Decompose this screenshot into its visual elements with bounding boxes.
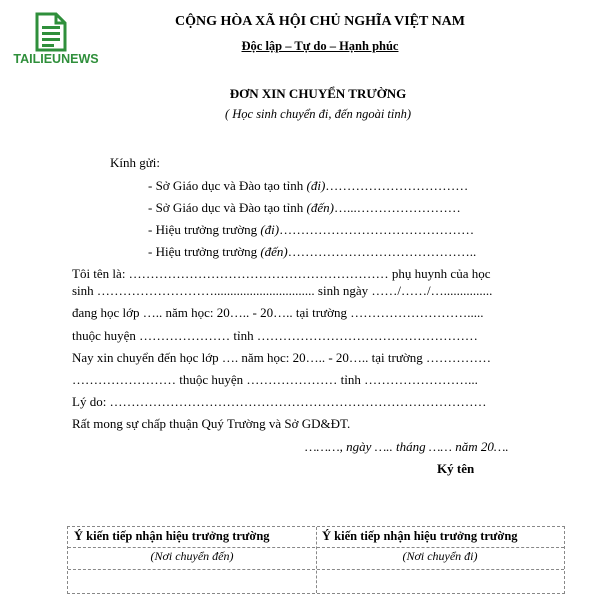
recipient-line — [148, 222, 474, 238]
recipient-dots: …...…………………… — [333, 200, 461, 215]
table-row-divider — [68, 569, 564, 570]
motto-text: Độc lập – Tự do – Hạnh phúc — [241, 39, 399, 53]
recipient-note: (đến) — [306, 200, 334, 215]
table-sub-destination: (Nơi chuyển đến) — [150, 549, 234, 563]
signature-label: Ký tên — [437, 461, 475, 476]
table-row-divider — [68, 547, 564, 548]
recipient-note: (đến) — [260, 244, 288, 259]
recipient-dots: …………………………………….. — [287, 244, 477, 259]
country-heading: CỘNG HÒA XÃ HỘI CHỦ NGHĨA VIỆT NAM — [174, 14, 465, 29]
form-line-reason: Lý do: …………………………………………………………………………… — [72, 394, 487, 409]
date-line: ………, ngày ….. tháng …… năm 20…. — [305, 439, 509, 454]
recipient-dots: …………………………… — [325, 178, 469, 193]
form-line-transfer: Nay xin chuyển đến học lớp …. năm học: 20….. - 20….. tại trường …………… — [72, 350, 492, 365]
approval-table — [67, 526, 565, 594]
greeting: Kính gửi: — [110, 155, 161, 170]
form-line-district: thuộc huyện ………………… tỉnh …………………………………………… — [72, 328, 478, 343]
recipient-dots: ……………………………………… — [279, 222, 475, 237]
recipient-line — [148, 178, 468, 194]
recipient-prefix: - Hiệu trưởng trường — [148, 222, 261, 237]
table-header-destination: Ý kiến tiếp nhận hiệu trưởng trường — [74, 529, 270, 543]
form-line-name: Tôi tên là: …………………………………………………… phụ huynh của học — [72, 266, 491, 281]
form-subtitle: ( Học sinh chuyển đi, đến ngoài tỉnh) — [224, 107, 412, 121]
form-line-transfer-district: …………………… thuộc huyện ………………… tỉnh ……………………... — [72, 372, 478, 387]
recipient-note: (đi) — [260, 222, 280, 237]
table-sub-origin: (Nơi chuyển đi) — [402, 549, 478, 563]
logo-text: TAILIEUNEWS — [13, 52, 99, 66]
form-line-student: sinh ………………………............................... sinh ngày ……/……/…............... — [72, 283, 493, 298]
table-header-origin: Ý kiến tiếp nhận hiệu trưởng trường — [322, 529, 518, 543]
recipient-prefix: - Sở Giáo dục và Đào tạo tỉnh — [148, 178, 307, 193]
recipient-prefix: - Hiệu trưởng trường — [148, 244, 261, 259]
form-line-class: đang học lớp ….. năm học: 20….. - 20….. tại trường ………………………..... — [72, 305, 484, 320]
recipient-line — [148, 244, 476, 260]
recipient-line — [148, 200, 461, 216]
form-title: ĐƠN XIN CHUYỂN TRƯỜNG — [229, 86, 407, 101]
recipient-note: (đi) — [306, 178, 326, 193]
form-line-request: Rất mong sự chấp thuận Quý Trường và Sở GD&ĐT. — [72, 416, 351, 431]
recipient-prefix: - Sở Giáo dục và Đào tạo tỉnh — [148, 200, 307, 215]
motto — [40, 39, 600, 54]
